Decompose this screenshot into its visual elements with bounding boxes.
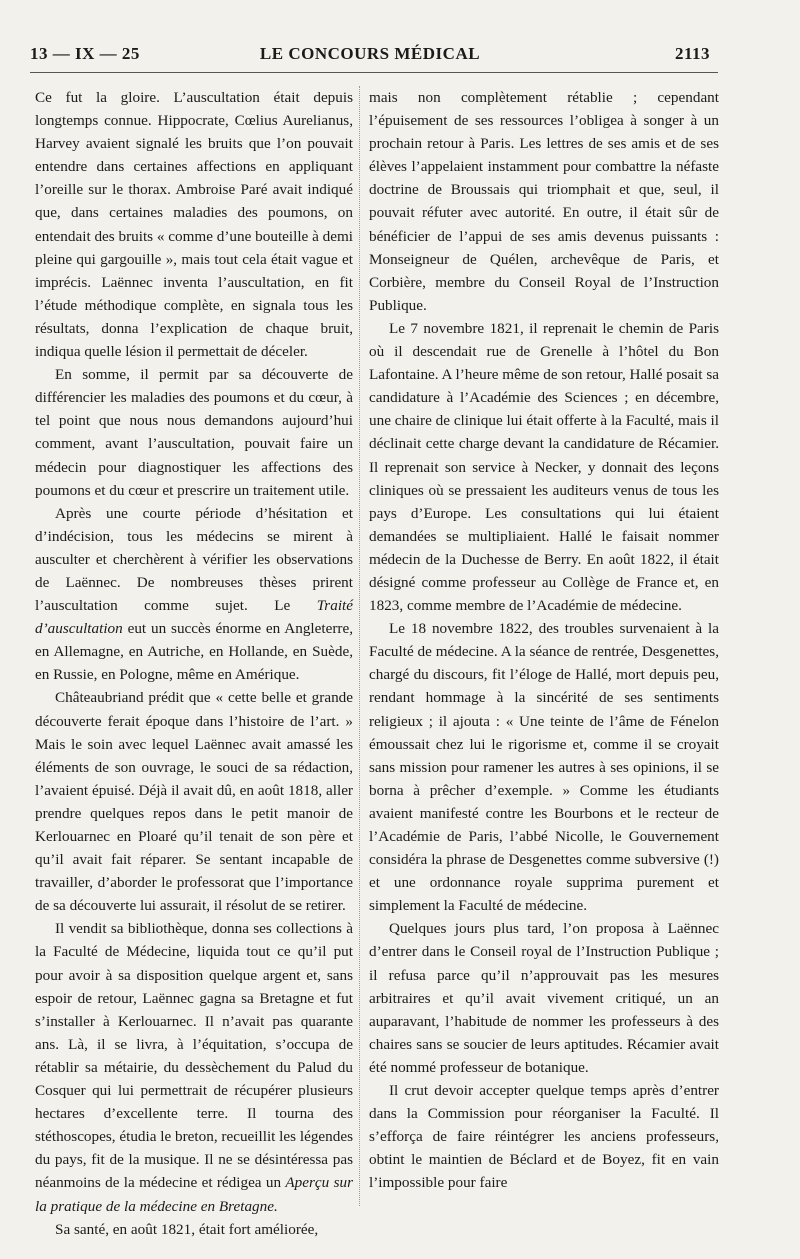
header-rule: [30, 72, 718, 73]
paragraph: Il vendit sa bibliothèque, donna ses collections à la Faculté de Médecine, liquida tout ce qu’il put pour avoir à sa disposition quelque argent et, sans espoir de retour, Laënnec gagna sa Bretagne et fut s’installer à Kerlouarnec. Il n’avait pas quarante ans. Là, il se livra, à l’équitation, s’occupa de rétablir sa métairie, du dessèchement du Palud du Cosquer qui lui permettrait de récupérer plusieurs hectares d’excellente terre. Il tourna des stéthoscopes, étudia le breton, recueillit les légendes du pays, fit de la musique. Il ne se désintéressa pas néanmoins de la médecine et rédigea un Aperçu sur la pratique de la médecine en Bretagne.: [35, 920, 353, 1215]
left-column: [35, 86, 353, 1241]
column-divider: [359, 86, 360, 1206]
italic-title: Aperçu sur la pratique de la médecine en Bretagne.: [35, 1174, 353, 1215]
running-header: [30, 44, 710, 72]
page-number: 2113: [674, 44, 710, 63]
paragraph: Après une courte période d’hésitation et d’indécision, tous les médecins se mirent à ausculter et cherchèrent à vérifier les observations de Laënnec. De nombreuses thèses prirent l’auscultation comme sujet. Le Traité d’auscultation eut un succès énorme en Angleterre, en Allemagne, en Autriche, en Hollande, en Suède, en Russie, en Pologne, même en Amérique.: [35, 504, 353, 684]
paragraph: mais non complètement rétablie ; cependant l’épuisement de ses ressources l’obligea à songer à un prochain retour à Paris. Les lettres de ses amis et de ses élèves l’appelaient instamment pour combattre la néfaste doctrine de Broussais qui triomphait et que, seul, il pouvait réfuter avec autorité. En outre, il était sûr de bénéficier de l’appui de ses amis devenus puissants : Monseigneur de Quélen, archevêque de Paris, et Corbière, membre du Conseil Royal de l’Instruction Publique.: [369, 89, 719, 314]
paragraph: Quelques jours plus tard, l’on proposa à Laënnec d’entrer dans le Conseil royal de l’Instruction Publique ; il refusa parce qu’il n’approuvait pas les mesures arbitraires et qu’il avait vivement critiqué, un an auparavant, l’habitude de nommer les professeurs à des chaires sans se soucier de leurs aptitudes. Récamier avait été nommé professeur de botanique.: [369, 920, 719, 1076]
paragraph: Châteaubriand prédit que « cette belle et grande découverte ferait époque dans l’histoire de l’art. » Mais le soin avec lequel Laënnec avait amassé les éléments de son ouvrage, le souci de sa rédaction, l’avaient épuisé. Déjà il avait dû, en août 1818, aller prendre quelques repos dans le petit manoir de Kerlouarnec en Ploaré qu’il tenait de son père et qu’il avait fait réparer. Se sentant incapable de travailler, d’aborder le professorat que l’importance de sa découverte lui assurait, il résolut de se retirer.: [35, 689, 353, 915]
paragraph: En somme, il permit par sa découverte de différencier les maladies des poumons et du cœur, à tel point que nous nous demandons aujourd’hui comment, avant l’auscultation, pouvait faire un médecin pour diagnostiquer les affections des poumons et du cœur et prescrire un traitement utile.: [35, 366, 353, 499]
paragraph: Sa santé, en août 1821, était fort améliorée,: [55, 1220, 319, 1238]
right-column: [369, 86, 719, 1195]
issue-date: 13 — IX — 25: [30, 44, 140, 63]
journal-title: LE CONCOURS MÉDICAL: [259, 44, 481, 63]
paragraph: Il crut devoir accepter quelque temps après d’entrer dans la Commission pour réorganiser la Faculté. Il s’efforça de faire réintégrer les anciens professeurs, obtint le maintien de Béclard et de Boyez, fit en vain l’impossible pour faire: [369, 1082, 719, 1192]
paragraph: Ce fut la gloire. L’auscultation était depuis longtemps connue. Hippocrate, Cœlius Aurelianus, Harvey avaient signalé les bruits que l’on pouvait entendre dans certaines affections en appliquant l’oreille sur le thorax. Ambroise Paré avait indiqué que, dans certaines maladies des poumons, on entendait des bruits « comme d’une bouteille à demi pleine qui gargouille », mais tout cela était vague et imprécis. Laënnec inventa l’auscultation, en fit l’étude méthodique complète, en signala tous les résultats, donna l’explication de chaque bruit, indiqua quelle lésion il permettait de déceler.: [35, 89, 354, 361]
paragraph: Le 18 novembre 1822, des troubles survenaient à la Faculté de médecine. A la séance de rentrée, Desgenettes, chargé du discours, fit l’éloge de Hallé, mort depuis peu, rendant hommage à la sincérité de ses sentiments religieux ; il ajouta : « Une teinte de l’âme de Fénelon émoussait chez lui le rigorisme et, comme il se croyait sans mission pour ramener les autres à ses opinions, il se borna à prêcher d’exemple. » Comme les étudiants avaient manifesté contre les Bourbons et le recteur de l’Académie de Paris, l’abbé Nicolle, le Gouvernement considéra la phrase de Desgenettes comme subversive (!) et une ordonnance royale supprima purement et simplement la Faculté de médecine.: [369, 620, 719, 915]
italic-title: Traité d’auscultation: [35, 597, 353, 638]
paragraph: Le 7 novembre 1821, il reprenait le chemin de Paris où il descendait rue de Grenelle à l’hôtel du Bon Lafontaine. A l’heure même de son retour, Hallé posait sa candidature à l’Académie des Sciences ; en décembre, une chaire de clinique lui était offerte à la Faculté, mais il déclinait cette charge devant la candidature de Récamier. Il reprenait son service à Necker, y donnait des leçons cliniques où se pressaient les auditeurs venus de tous les pays d’Europe. Les consultations qui lui étaient demandées se multipliaient. Hallé le faisait nommer médecin de la Duchesse de Berry. En août 1822, il était désigné comme professeur au Collège de France et, en 1823, comme membre de l’Académie de médecine.: [369, 319, 719, 615]
